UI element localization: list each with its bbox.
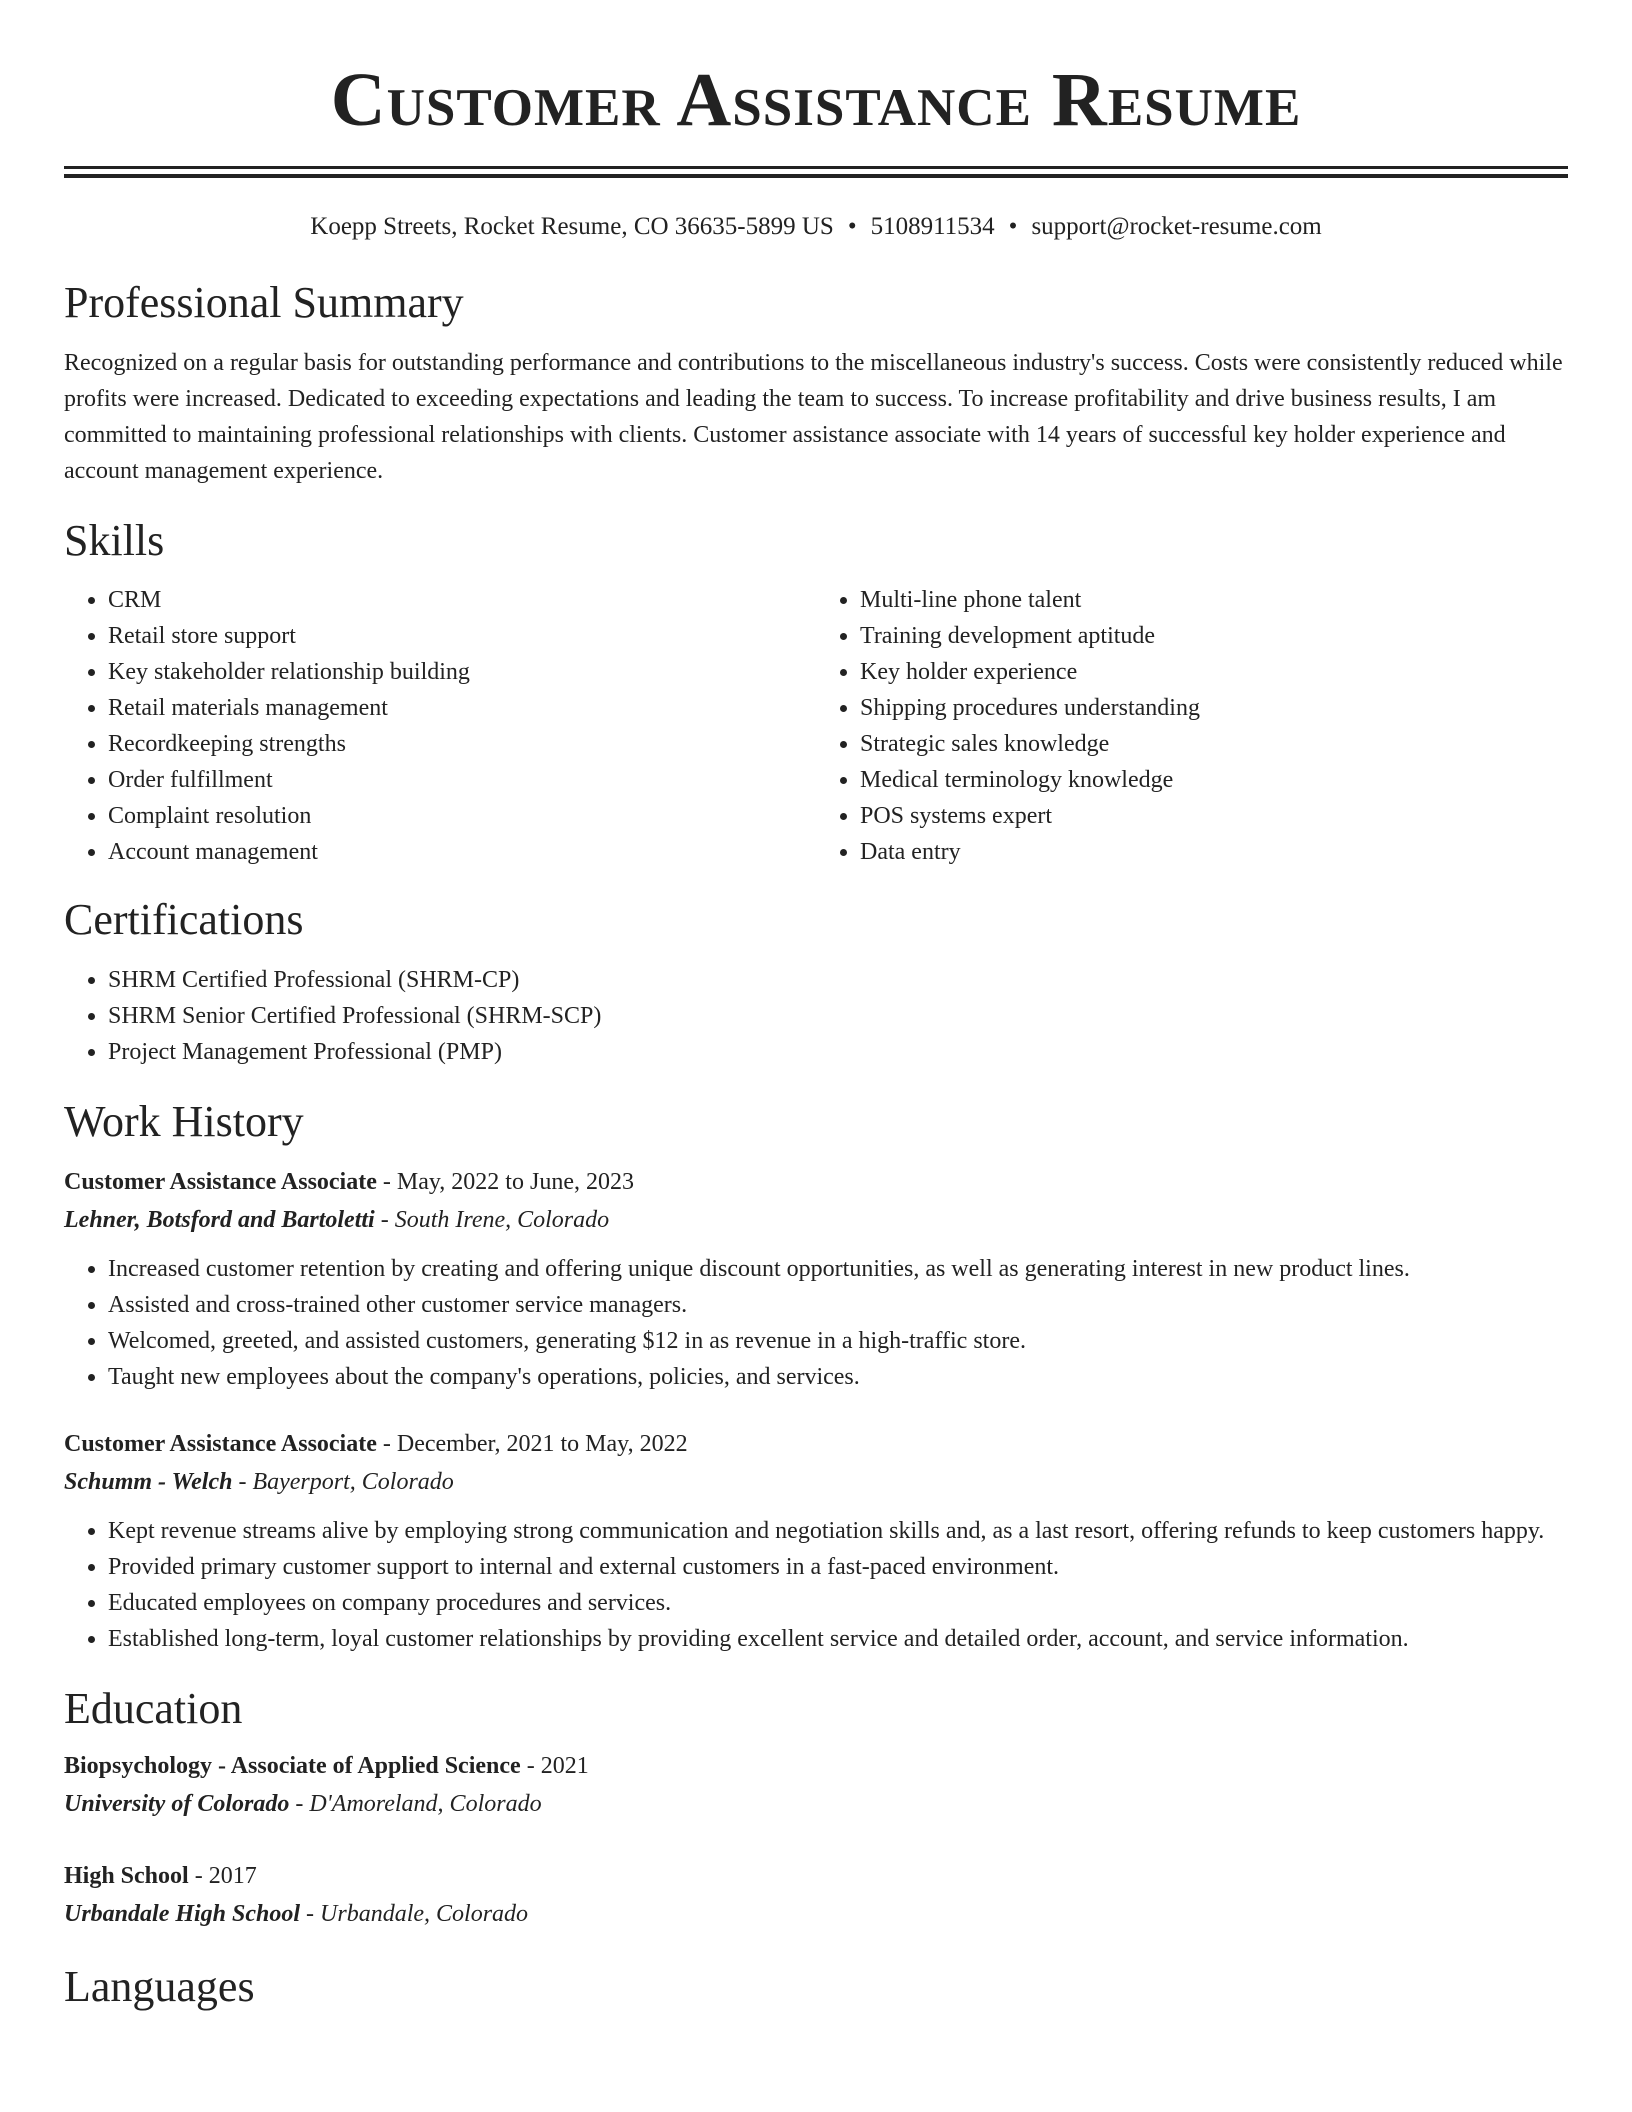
job-company-line: Lehner, Botsford and Bartoletti - South Irene, Colorado: [64, 1206, 610, 1233]
languages-heading: Languages: [64, 1961, 255, 2011]
contact-email: support@rocket-resume.com: [1031, 213, 1322, 240]
job-dates: December, 2021 to May, 2022: [396, 1430, 688, 1457]
skills-list-left: [64, 582, 816, 870]
job-title-line: Customer Assistance Associate - December, 2021 to May, 2022: [64, 1430, 688, 1457]
education-degree: Biopsychology - Associate of Applied Science: [64, 1752, 521, 1779]
education-degree-line: High School - 2017: [64, 1862, 257, 1889]
job-company: Schumm - Welch: [64, 1468, 233, 1495]
education-school-line: University of Colorado - D'Amoreland, Colorado: [64, 1790, 542, 1817]
work-history: [64, 1163, 1568, 1657]
skill-item: • Key stakeholder relationship building: [108, 654, 816, 690]
certifications-heading: Certifications: [64, 894, 304, 944]
skill-item: • Training development aptitude: [860, 618, 1568, 654]
skill-item: • Retail materials management: [108, 690, 816, 726]
skills-list-right: [816, 582, 1568, 870]
job-title-line: Customer Assistance Associate - May, 2022 to June, 2023: [64, 1168, 634, 1195]
education-entry: [64, 1857, 1568, 1933]
education-year: 2017: [208, 1862, 257, 1889]
skill-item: • Strategic sales knowledge: [860, 726, 1568, 762]
education-year: 2021: [540, 1752, 589, 1779]
job-location: South Irene, Colorado: [394, 1206, 610, 1233]
education-heading: Education: [64, 1683, 243, 1733]
skill-item: • CRM: [108, 582, 816, 618]
education-school: Urbandale High School: [64, 1900, 301, 1927]
certification-item: • SHRM Certified Professional (SHRM-CP): [108, 962, 1568, 998]
skill-item: • POS systems expert: [860, 798, 1568, 834]
job-bullet: • Provided primary customer support to internal and external customers in a fast-paced environment.: [108, 1549, 1568, 1585]
contact-separator: •: [847, 213, 857, 240]
certifications-list: [64, 962, 1568, 1070]
skill-item: • Account management: [108, 834, 816, 870]
skill-item: • Order fulfillment: [108, 762, 816, 798]
contact-separator: •: [1008, 213, 1018, 240]
certification-item: • Project Management Professional (PMP): [108, 1034, 1568, 1070]
job-bullets: [64, 1251, 1568, 1395]
job-company: Lehner, Botsford and Bartoletti: [64, 1206, 375, 1233]
job-location: Bayerport, Colorado: [252, 1468, 454, 1495]
education-school: University of Colorado: [64, 1790, 290, 1817]
job-bullet: • Taught new employees about the company's operations, policies, and services.: [108, 1359, 1568, 1395]
skill-item: • Data entry: [860, 834, 1568, 870]
certification-item: • SHRM Senior Certified Professional (SHRM-SCP): [108, 998, 1568, 1034]
job-title: Customer Assistance Associate: [64, 1168, 377, 1195]
job-bullet: • Kept revenue streams alive by employing strong communication and negotiation skills and, as a last resort, offering refunds to keep customers happy.: [108, 1513, 1568, 1549]
job-bullet: • Increased customer retention by creating and offering unique discount opportunities, as well as generating interest in new product lines.: [108, 1251, 1568, 1287]
job-bullet: • Welcomed, greeted, and assisted customers, generating $12 in as revenue in a high-traffic store.: [108, 1323, 1568, 1359]
skill-item: • Retail store support: [108, 618, 816, 654]
contact-phone: 5108911534: [870, 213, 995, 240]
job-bullets: [64, 1513, 1568, 1657]
resume-title: Customer Assistance Resume: [330, 58, 1302, 142]
education-entry: [64, 1747, 1568, 1823]
summary-heading: Professional Summary: [64, 278, 464, 327]
skills-heading: Skills: [64, 516, 165, 566]
job-company-line: Schumm - Welch - Bayerport, Colorado: [64, 1468, 454, 1495]
summary-text: Recognized on a regular basis for outstanding performance and contributions to the miscellaneous industry's success. Costs were consistently reduced while profits were increased. Dedicated to exceeding expectations and leading the team to success. To increase profitability and drive business results, I am committed to maintaining professional relationships with clients. Customer assistance associate with 14 years of successful key holder experience and account management experience.: [64, 350, 1563, 485]
job-bullet: • Established long-term, loyal customer relationships by providing excellent service and detailed order, account, and service information.: [108, 1621, 1568, 1657]
job-title: Customer Assistance Associate: [64, 1430, 377, 1457]
skill-item: • Shipping procedures understanding: [860, 690, 1568, 726]
skill-item: • Key holder experience: [860, 654, 1568, 690]
education-location: D'Amoreland, Colorado: [309, 1790, 542, 1817]
contact-address: Koepp Streets, Rocket Resume, CO 36635-5899 US: [310, 213, 834, 240]
job-entry: [64, 1163, 1568, 1395]
skill-item: • Complaint resolution: [108, 798, 816, 834]
education-location: Urbandale, Colorado: [320, 1900, 529, 1927]
job-bullet: • Assisted and cross-trained other customer service managers.: [108, 1287, 1568, 1323]
education-school-line: Urbandale High School - Urbandale, Colorado: [64, 1900, 529, 1927]
title-divider: [64, 166, 1568, 178]
job-bullet: • Educated employees on company procedures and services.: [108, 1585, 1568, 1621]
work-history-heading: Work History: [64, 1097, 304, 1147]
contact-line: [64, 213, 1568, 241]
education-degree: High School: [64, 1862, 189, 1889]
education-degree-line: Biopsychology - Associate of Applied Science - 2021: [64, 1752, 589, 1779]
skill-item: • Multi-line phone talent: [860, 582, 1568, 618]
skill-item: • Recordkeeping strengths: [108, 726, 816, 762]
skills-columns: [64, 582, 1568, 870]
job-dates: May, 2022 to June, 2023: [396, 1168, 634, 1195]
job-entry: [64, 1425, 1568, 1657]
skill-item: • Medical terminology knowledge: [860, 762, 1568, 798]
